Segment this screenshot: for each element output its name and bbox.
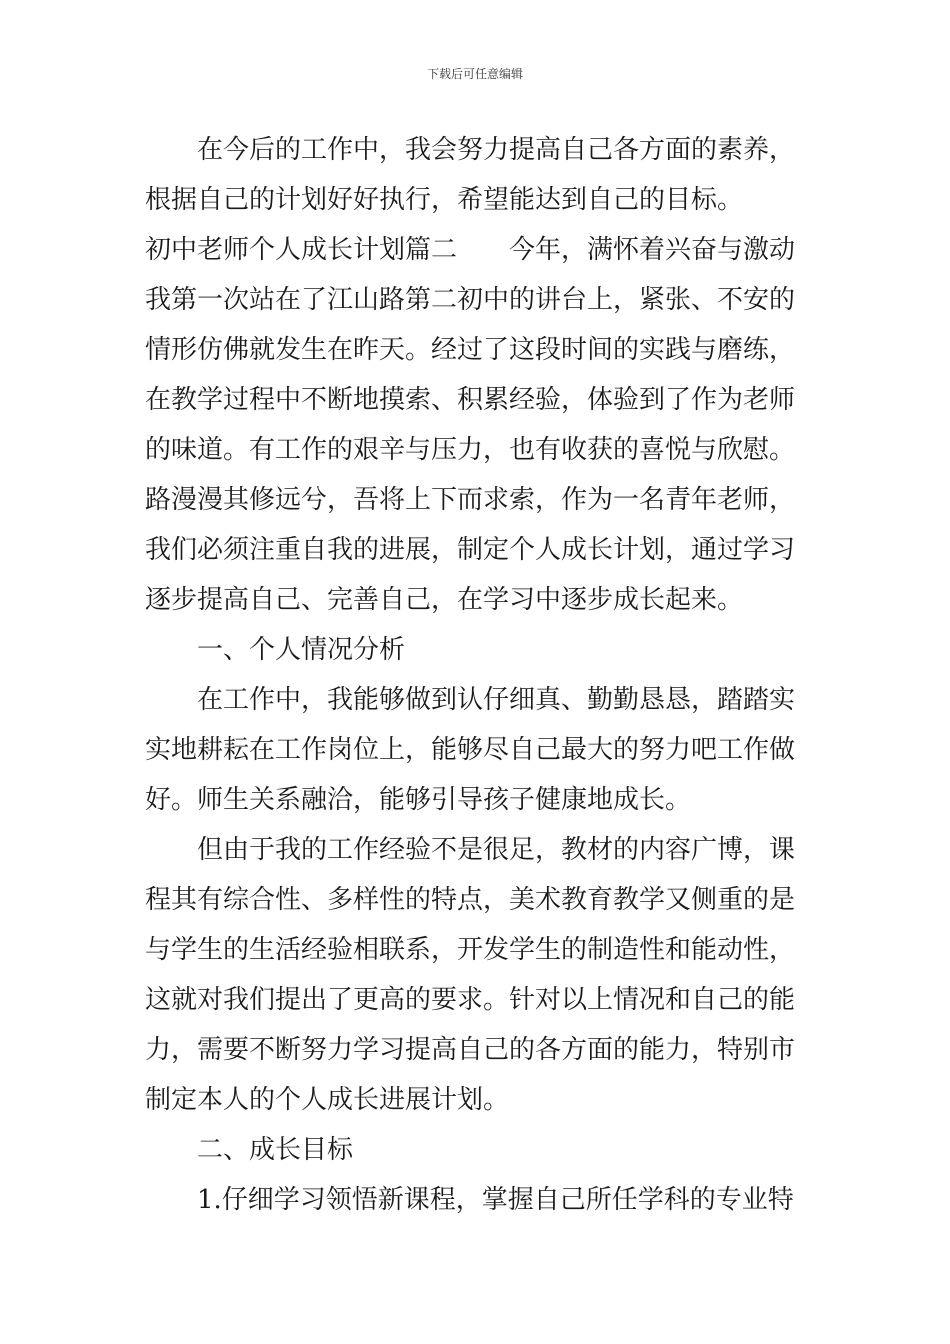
text-line: 逐步提高自己、完善自己，在学习中逐步成长起来。	[145, 585, 744, 615]
page-header: 下载后可任意编辑	[426, 67, 523, 81]
section-heading: 一、个人情况分析	[197, 635, 406, 665]
section-heading: 二、成长目标	[197, 1135, 354, 1165]
text-line: 制定本人的个人成长进展计划。	[145, 1085, 510, 1115]
text-line: 路漫漫其修远兮，吾将上下而求索，作为一名青年老师，	[145, 485, 796, 515]
text-line: 但由于我的工作经验不是很足，教材的内容广博，课	[197, 835, 796, 865]
text-line: 情形仿佛就发生在昨天。经过了这段时间的实践与磨练，	[145, 335, 796, 365]
text-line: 力，需要不断努力学习提高自己的各方面的能力，特别市	[145, 1035, 796, 1065]
text-line: 1.仔细学习领悟新课程，掌握自己所任学科的专业特	[197, 1185, 794, 1215]
text-line: 我们必须注重自我的进展，制定个人成长计划，通过学习	[145, 535, 796, 565]
text-line: 的味道。有工作的艰辛与压力，也有收获的喜悦与欣慰。	[145, 435, 796, 465]
text-line: 根据自己的计划好好执行，希望能达到自己的目标。	[145, 185, 744, 215]
text-line: 这就对我们提出了更高的要求。针对以上情况和自己的能	[145, 985, 796, 1015]
text-line: 实地耕耘在工作岗位上，能够尽自己最大的努力吧工作做	[145, 735, 796, 765]
text-line: 在教学过程中不断地摸索、积累经验，体验到了作为老师	[145, 385, 796, 415]
text-line: 程其有综合性、多样性的特点，美术教育教学又侧重的是	[145, 885, 796, 915]
text-line: 与学生的生活经验相联系，开发学生的制造性和能动性，	[145, 935, 796, 965]
text-line: 在工作中，我能够做到认仔细真、勤勤恳恳，踏踏实	[197, 685, 796, 715]
text-line: 在今后的工作中，我会努力提高自己各方面的素养，	[197, 135, 796, 165]
text-line: 好。师生关系融洽，能够引导孩子健康地成长。	[145, 785, 692, 815]
text-line: 我第一次站在了江山路第二初中的讲台上，紧张、不安的	[145, 285, 796, 315]
text-line: 初中老师个人成长计划篇二 今年，满怀着兴奋与激动	[145, 235, 796, 265]
